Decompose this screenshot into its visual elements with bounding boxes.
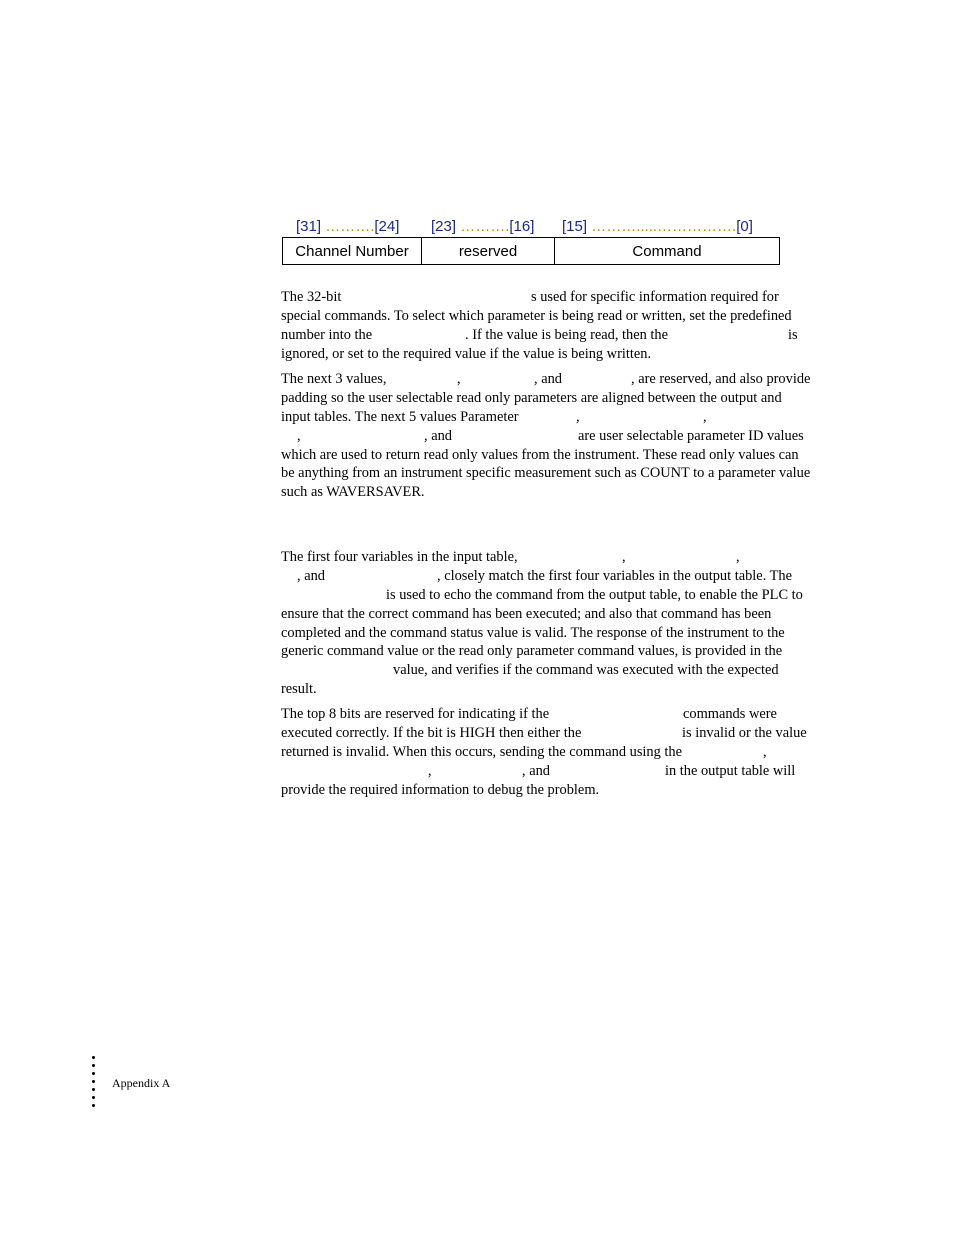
text-segment: s used for specific information required for bbox=[531, 289, 779, 305]
text-segment: commands were bbox=[683, 706, 777, 722]
field-reserved: reserved bbox=[422, 238, 555, 264]
text-segment: , and bbox=[297, 567, 325, 584]
text-segment: , bbox=[763, 743, 767, 760]
text-segment: provide the required information to debug the problem. bbox=[281, 781, 600, 798]
text-segment: number into the bbox=[281, 326, 373, 343]
text-segment: , are reserved, and also provide bbox=[631, 371, 811, 387]
text-segment: padding so the user selectable read only parameters are aligned between the output and bbox=[281, 389, 782, 406]
text-segment: The 32-bit bbox=[281, 289, 342, 305]
bit-range-header bbox=[282, 218, 782, 238]
bit-range-15-0: [15] ……….....…………….[0] bbox=[562, 218, 753, 235]
text-segment: executed correctly. If the bit is HIGH then either the bbox=[281, 724, 582, 741]
text-segment: are user selectable parameter ID values bbox=[578, 427, 804, 444]
text-segment: special commands. To select which parameter is being read or written, set the predefined bbox=[281, 307, 792, 324]
paragraph-status-bits bbox=[281, 705, 813, 799]
text-segment: such as WAVERSAVER. bbox=[281, 484, 425, 501]
text-segment: generic command value or the read only parameter command values, is provided in the bbox=[281, 643, 783, 660]
text-segment: returned is invalid. When this occurs, sending the command using the bbox=[281, 743, 682, 760]
text-segment: , bbox=[457, 371, 461, 387]
text-segment: be anything from an instrument specific measurement such as COUNT to a parameter value bbox=[281, 465, 811, 482]
text-segment: The next 3 values, bbox=[281, 371, 387, 387]
text-segment: , bbox=[428, 762, 432, 779]
text-segment: , bbox=[622, 549, 626, 565]
register-layout-table bbox=[282, 237, 780, 265]
text-segment: , bbox=[576, 408, 580, 425]
field-command: Command bbox=[632, 242, 702, 260]
text-segment: ensure that the correct command has been executed; and also that command has been bbox=[281, 605, 772, 622]
footer-label: Appendix A bbox=[112, 1076, 171, 1090]
text-segment: , closely match the first four variables in the output table. The bbox=[437, 567, 793, 584]
text-segment: in the output table will bbox=[665, 762, 796, 779]
text-segment: , bbox=[703, 408, 707, 425]
text-segment: , and bbox=[534, 371, 562, 387]
text-segment: The first four variables in the input table, bbox=[281, 549, 518, 565]
text-segment: , bbox=[297, 427, 301, 444]
text-segment: result. bbox=[281, 681, 317, 698]
bit-range-23-16: [23] ……….[16] bbox=[431, 218, 535, 235]
text-segment: is bbox=[788, 326, 798, 343]
paragraph-32bit-register bbox=[281, 288, 813, 364]
text-segment: input tables. The next 5 values Parameter bbox=[281, 408, 519, 425]
text-segment: , and bbox=[522, 762, 550, 779]
text-segment: , and bbox=[424, 427, 452, 444]
field-channel-number: Channel Number bbox=[283, 238, 422, 264]
paragraph-input-table bbox=[281, 548, 813, 699]
text-segment: . If the value is being read, then the bbox=[465, 326, 668, 343]
text-segment: is invalid or the value bbox=[682, 724, 807, 741]
footer-dot-rule bbox=[92, 1056, 98, 1112]
text-segment: completed and the command status value is valid. The response of the instrument to the bbox=[281, 624, 785, 641]
text-segment: The top 8 bits are reserved for indicating if the bbox=[281, 706, 550, 722]
text-segment: ignored, or set to the required value if the value is being written. bbox=[281, 345, 652, 362]
text-segment: , bbox=[736, 549, 740, 565]
text-segment: value, and verifies if the command was executed with the expected bbox=[393, 662, 779, 679]
text-segment: is used to echo the command from the output table, to enable the PLC to bbox=[386, 586, 803, 603]
paragraph-reserved-values bbox=[281, 370, 813, 502]
text-segment: which are used to return read only values from the instrument. These read only values can bbox=[281, 446, 799, 463]
bit-range-31-24: [31] ……….[24] bbox=[296, 218, 400, 235]
